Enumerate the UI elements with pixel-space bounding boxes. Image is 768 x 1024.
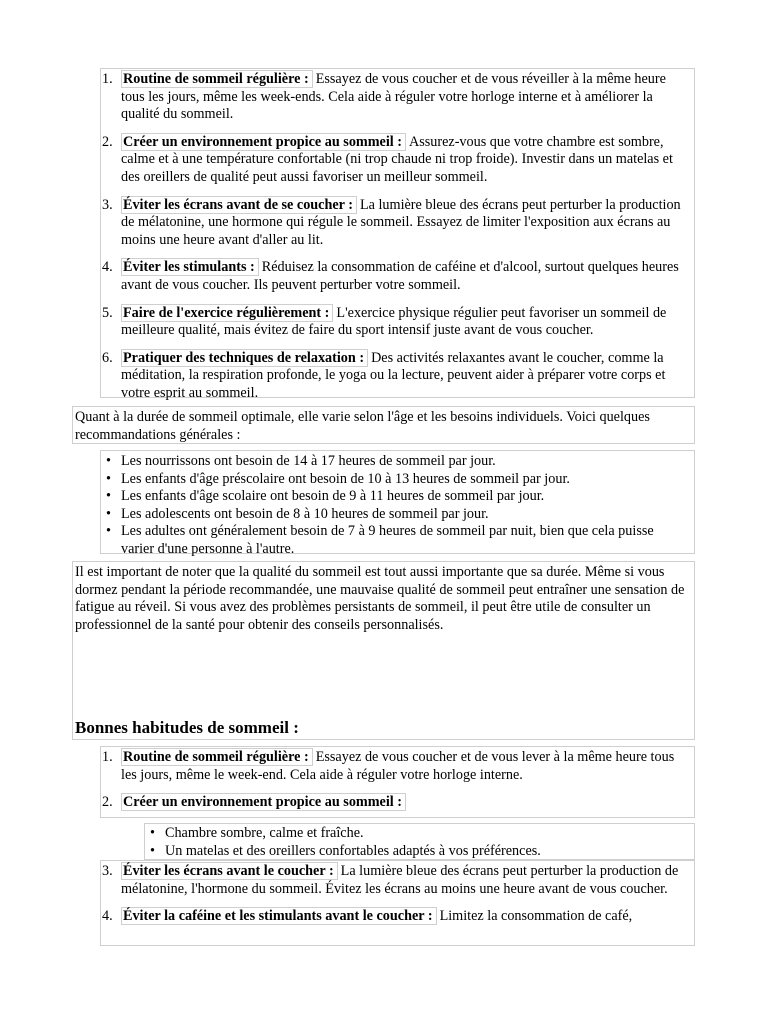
section-heading: Bonnes habitudes de sommeil : [75,718,299,737]
habits-list-a [101,747,694,812]
recommendations-box [100,450,695,557]
list-item: • Les nourrissons ont besoin de 14 à 17 heures de sommeil par jour. [121,453,694,471]
item-label: Éviter les écrans avant le coucher : [121,862,338,880]
item-text: Assurez-vous que votre chambre est sombre, calme et à une température confortable (ni trop chaude ni trop froide). Investir dans un matelas et des oreillers de qualité peut aussi favoriser un meilleur sommeil. [121,133,673,185]
item-text: Réduisez la consommation de caféine et d'alcool, surtout quelques heures avant de vous coucher. Ils peuvent perturber votre sommeil. [121,259,679,293]
item-text: La lumière bleue des écrans peut perturber la production de mélatonine, une hormone qui régule le sommeil. Essayez de limiter l'exposition aux écrans au moins une heure avant d'aller au lit. [121,196,681,248]
list-item [121,861,694,898]
list-item [121,906,694,926]
list-item: • Les adolescents ont besoin de 8 à 10 heures de sommeil par jour. [121,506,694,524]
list-item [121,69,694,124]
habits-list-b [101,861,694,926]
habits-list-box-a [100,746,695,818]
list-item: • Un matelas et des oreillers confortables adaptés à vos préférences. [165,843,694,861]
tips-list-box [100,68,695,401]
item-label: Faire de l'exercice régulièrement : [121,304,333,322]
list-item [121,348,694,403]
list-item [121,747,694,784]
tips-list [101,69,694,403]
list-item: • Les adultes ont généralement besoin de 7 à 9 heures de sommeil par nuit, bien que cela puisse varier d'une personne à l'autre. [121,523,694,558]
quality-note [72,561,695,740]
item-text: La lumière bleue des écrans peut perturber la production de mélatonine, l'hormone du sommeil. Évitez les écrans au moins une heure avant de vous coucher. [121,863,679,897]
recommendations-list [101,453,694,559]
item-text: Limitez la consommation de café, [439,908,633,925]
habits-list-box-b [100,860,695,946]
list-item [121,792,694,812]
duration-intro-text: Quant à la durée de sommeil optimale, elle varie selon l'âge et les besoins individuels. Voici quelques recommandations générales : [75,409,650,443]
item-label: Routine de sommeil régulière : [121,748,313,766]
item-label: Pratiquer des techniques de relaxation : [121,349,368,367]
duration-intro [72,406,695,444]
item-label: Éviter les stimulants : [121,258,259,276]
list-item: • Chambre sombre, calme et fraîche. [165,825,694,843]
quality-note-text: Il est important de noter que la qualité du sommeil est tout aussi importante que sa durée. Même si vous dormez pendant la période recommandée, une mauvaise qualité de sommeil peut entraîner une sensation de fatigue au réveil. Si vous avez des problèmes persistants de sommeil, il peut être utile de consulter un professionnel de la santé pour obtenir des conseils personnalisés. [75,564,685,633]
list-item [121,303,694,340]
item-label: Créer un environnement propice au sommeil : [121,133,406,151]
environment-box [144,823,695,860]
item-label: Routine de sommeil régulière : [121,70,313,88]
item-text: L'exercice physique régulier peut favoriser un sommeil de meilleure qualité, mais évitez de faire du sport intensif juste avant de vous coucher. [121,304,667,339]
list-item [121,195,694,250]
item-label: Créer un environnement propice au sommeil : [121,793,406,811]
list-item [121,257,694,294]
environment-list [145,825,694,860]
list-item: • Les enfants d'âge préscolaire ont besoin de 10 à 13 heures de sommeil par jour. [121,471,694,489]
item-label: Éviter les écrans avant de se coucher : [121,196,357,214]
list-item [121,132,694,187]
item-text: Des activités relaxantes avant le coucher, comme la méditation, la respiration profonde, le yoga ou la lecture, peuvent aider à préparer votre corps et votre esprit au sommeil. [121,349,666,401]
item-label: Éviter la caféine et les stimulants avant le coucher : [121,907,437,925]
item-text: Essayez de vous coucher et de vous réveiller à la même heure tous les jours, même les week-ends. Cela aide à réguler votre horloge interne et à améliorer la qualité du sommeil. [121,71,666,123]
item-text: Essayez de vous coucher et de vous lever à la même heure tous les jours, même le week-end. Cela aide à réguler votre horloge interne. [121,749,675,783]
list-item: • Les enfants d'âge scolaire ont besoin de 9 à 11 heures de sommeil par jour. [121,488,694,506]
